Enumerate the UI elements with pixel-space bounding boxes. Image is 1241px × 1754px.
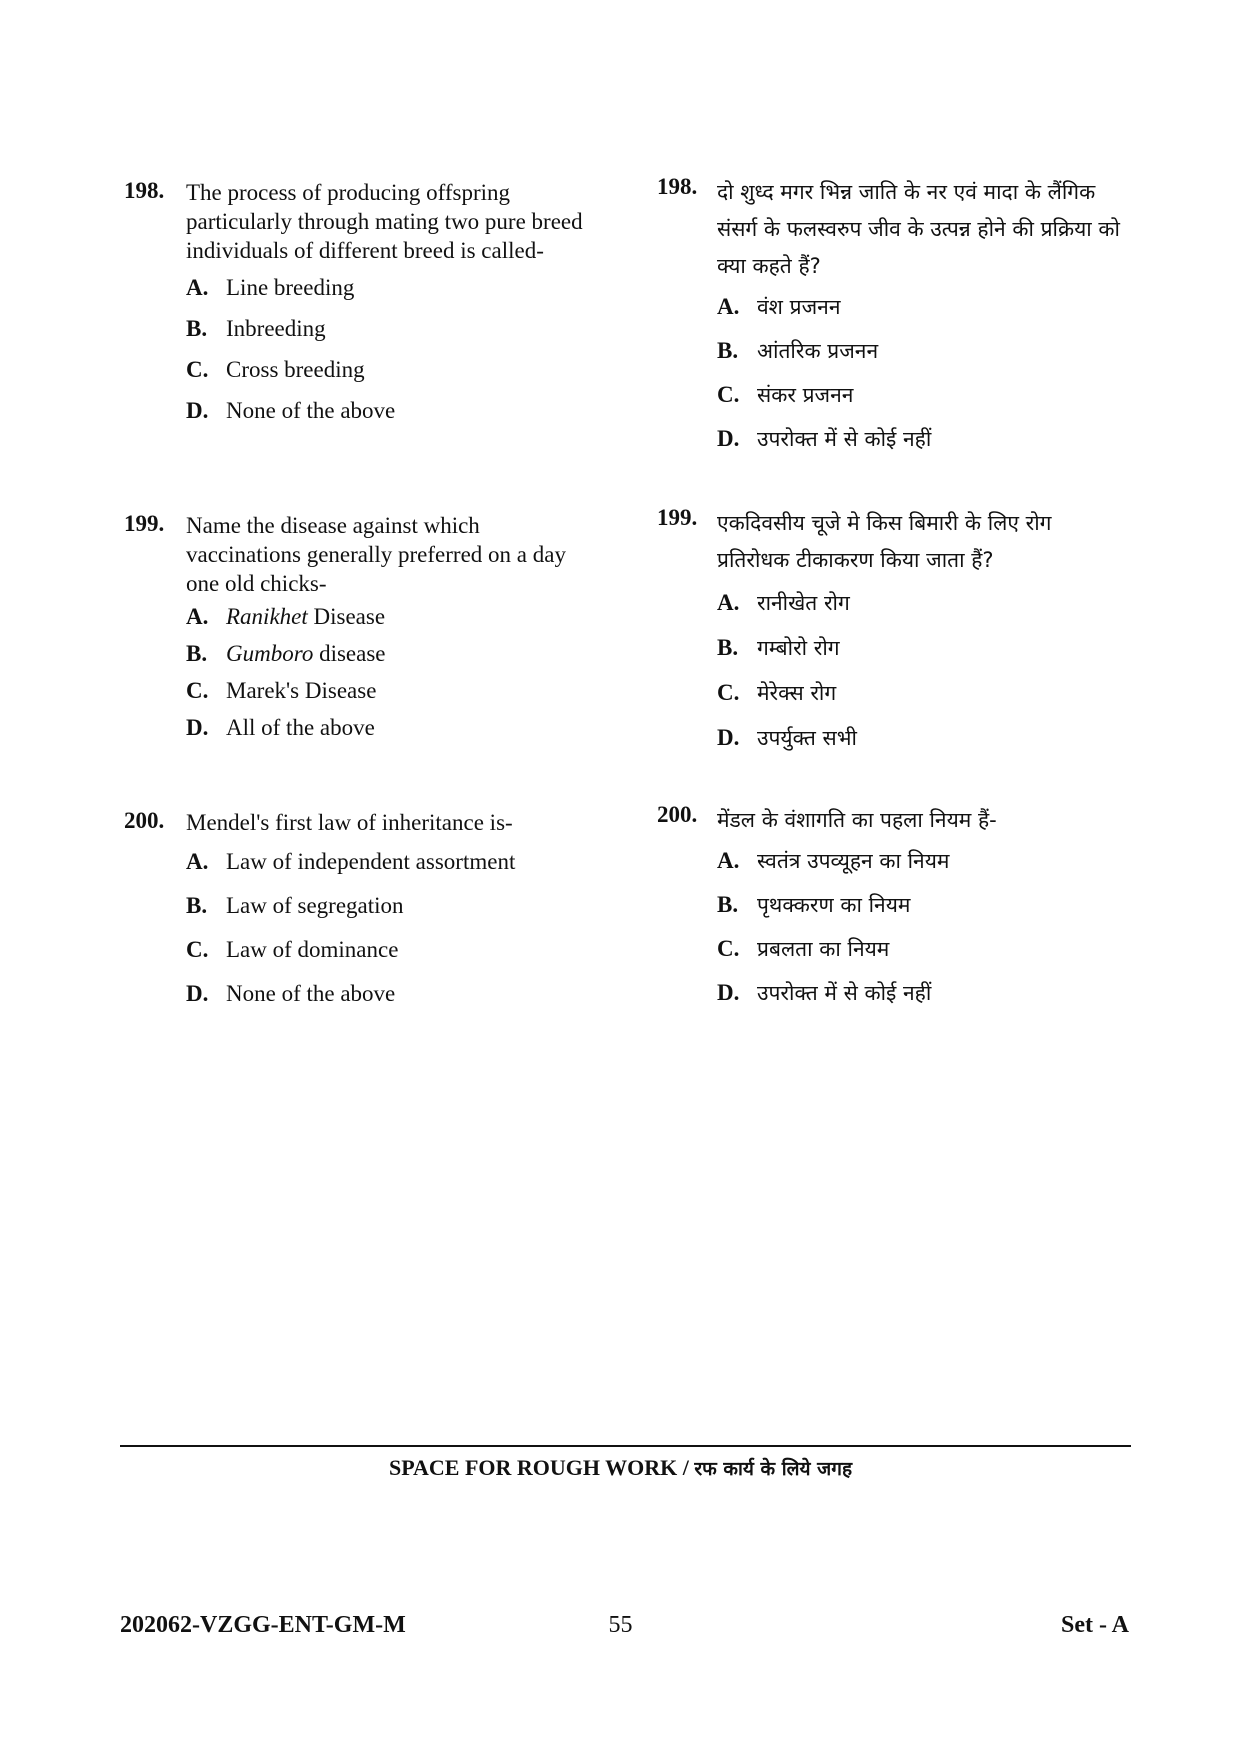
option-label: B. — [717, 892, 739, 917]
option-text: पृथक्करण का नियम — [757, 893, 911, 917]
option-label: C. — [186, 357, 209, 382]
option-label: D. — [186, 981, 209, 1006]
option-text: उपर्युक्त सभी — [757, 726, 857, 750]
option-c — [186, 937, 594, 981]
option-label: A. — [186, 275, 209, 300]
option-label: A. — [717, 294, 740, 319]
question-number: 200. — [124, 808, 165, 833]
question-199-hi — [657, 505, 1137, 769]
option-c — [186, 678, 594, 715]
option-a — [186, 275, 594, 316]
question-text: दो शुध्द मगर भिन्न जाति के नर एवं मादा के लैंगिक संसर्ग के फलस्वरुप जीव के उत्पन्न होने की प्रक्रिया को क्या कहते हैं? — [717, 180, 1120, 278]
question-200-en — [124, 808, 594, 1025]
question-199-en — [124, 511, 594, 752]
option-text: Law of segregation — [226, 893, 404, 918]
option-label: C. — [717, 680, 740, 705]
question-number: 198. — [124, 178, 165, 203]
option-label: C. — [186, 678, 209, 703]
option-text: Law of dominance — [226, 937, 399, 962]
question-text: The process of producing offspring particularly through mating two pure breed individuals of different breed is called- — [186, 180, 583, 263]
option-a — [717, 589, 1137, 634]
option-label: A. — [186, 849, 209, 874]
option-label: A. — [717, 848, 740, 873]
option-d — [717, 724, 1137, 769]
option-label: D. — [717, 426, 740, 451]
paper-code: 202062-VZGG-ENT-GM-M — [120, 1612, 406, 1638]
option-c — [717, 935, 1137, 979]
option-label: A. — [186, 604, 209, 629]
option-a — [186, 849, 594, 893]
option-text: All of the above — [226, 715, 375, 740]
option-d — [186, 398, 594, 439]
option-b — [186, 893, 594, 937]
option-label: D. — [717, 725, 740, 750]
option-label: C. — [717, 382, 740, 407]
option-text: रानीखेत रोग — [757, 591, 850, 615]
option-a — [717, 293, 1137, 337]
option-text: Inbreeding — [226, 316, 326, 341]
question-text: Mendel's first law of inheritance is- — [186, 810, 513, 835]
option-c — [186, 357, 594, 398]
option-label: B. — [186, 893, 208, 918]
option-b — [717, 337, 1137, 381]
option-text: None of the above — [226, 981, 396, 1006]
rough-work-divider — [120, 1445, 1131, 1447]
option-label: D. — [186, 398, 209, 423]
option-text: प्रबलता का नियम — [757, 937, 890, 961]
option-text: Line breeding — [226, 275, 355, 300]
option-text: गम्बोरो रोग — [757, 636, 840, 660]
rough-work-hindi: रफ कार्य के लिये जगह — [694, 1458, 853, 1480]
option-label: C. — [186, 937, 209, 962]
option-label: A. — [717, 590, 740, 615]
question-number: 200. — [657, 802, 698, 827]
option-c — [717, 381, 1137, 425]
option-label: D. — [186, 715, 209, 740]
rough-work-heading — [0, 1455, 1241, 1481]
option-text: None of the above — [226, 398, 396, 423]
option-b — [717, 634, 1137, 679]
question-198-hi — [657, 174, 1137, 469]
option-text: आंतरिक प्रजनन — [757, 339, 879, 363]
option-text: स्वतंत्र उपव्यूहन का नियम — [757, 849, 950, 873]
option-text: Disease — [307, 604, 386, 629]
option-d — [717, 425, 1137, 469]
option-label: D. — [717, 980, 740, 1005]
option-text: Law of independent assortment — [226, 849, 516, 874]
page-number: 55 — [608, 1612, 633, 1638]
option-text: वंश प्रजनन — [757, 295, 841, 319]
option-d — [717, 979, 1137, 1023]
disease-name: Gumboro — [226, 641, 314, 666]
option-a — [717, 847, 1137, 891]
option-d — [186, 715, 594, 752]
question-198-en — [124, 178, 594, 439]
option-label: B. — [717, 338, 739, 363]
option-label: B. — [717, 635, 739, 660]
question-text: एकदिवसीय चूजे मे किस बिमारी के लिए रोग प्रतिरोधक टीकाकरण किया जाता हैं? — [717, 511, 1052, 572]
option-text: उपरोक्त में से कोई नहीं — [757, 981, 932, 1005]
option-b — [186, 641, 594, 678]
set-label: Set - A — [1061, 1612, 1129, 1638]
disease-name: Ranikhet — [226, 604, 308, 629]
question-number: 199. — [124, 511, 165, 536]
rough-work-english: SPACE FOR ROUGH WORK / — [388, 1455, 695, 1480]
option-text: disease — [313, 641, 386, 666]
option-text: Marek's Disease — [226, 678, 377, 703]
option-b — [186, 316, 594, 357]
option-a — [186, 604, 594, 641]
question-text: Name the disease against which vaccinations generally preferred on a day one old chicks- — [186, 513, 566, 596]
option-label: B. — [186, 641, 208, 666]
option-text: Cross breeding — [226, 357, 365, 382]
question-number: 198. — [657, 174, 698, 199]
option-label: B. — [186, 316, 208, 341]
option-c — [717, 679, 1137, 724]
option-text: संकर प्रजनन — [757, 383, 854, 407]
question-text: मेंडल के वंशागति का पहला नियम हैं- — [717, 808, 997, 832]
option-b — [717, 891, 1137, 935]
question-200-hi — [657, 802, 1137, 1023]
question-number: 199. — [657, 505, 698, 530]
option-text: मेरेक्स रोग — [757, 681, 837, 705]
option-d — [186, 981, 594, 1025]
option-text: उपरोक्त में से कोई नहीं — [757, 427, 932, 451]
option-label: C. — [717, 936, 740, 961]
